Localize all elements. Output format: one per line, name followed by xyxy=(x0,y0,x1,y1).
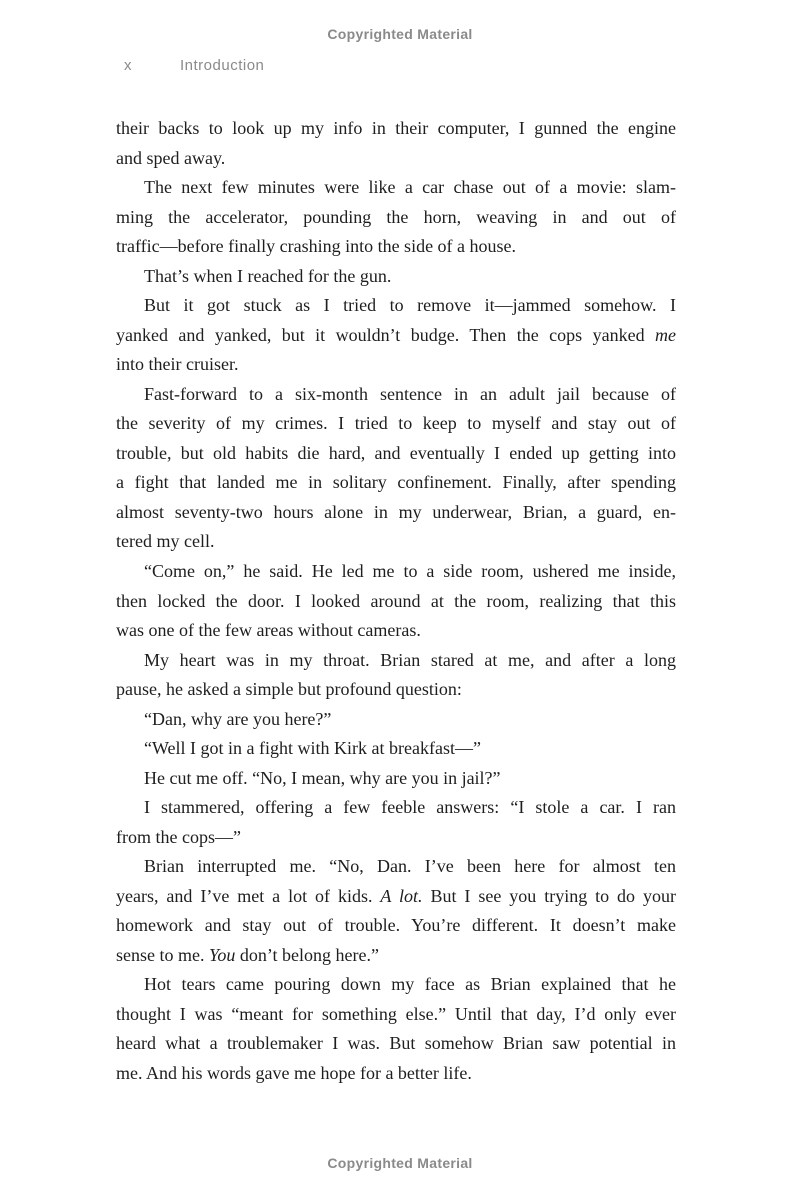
paragraph xyxy=(116,852,676,970)
text-line: Fast-forward to a six-month sentence in an adult jail because of xyxy=(144,383,676,404)
body-text xyxy=(116,114,676,1089)
text-line: trouble, but old habits die hard, and eventually I ended up getting into xyxy=(116,442,676,463)
paragraph xyxy=(116,262,676,292)
text-line: almost seventy-two hours alone in my underwear, Brian, a guard, en- xyxy=(116,501,676,522)
text-line: me. And his words gave me hope for a better life. xyxy=(116,1063,472,1083)
text-line: Brian interrupted me. “No, Dan. I’ve been here for almost ten xyxy=(144,856,676,877)
text-line: ming the accelerator, pounding the horn, weaving in and out of xyxy=(116,206,676,227)
copyright-notice-top: Copyrighted Material xyxy=(327,26,473,42)
text-line: pause, he asked a simple but profound question: xyxy=(116,679,462,700)
text-line: then locked the door. I looked around at the room, realizing that this xyxy=(116,590,676,611)
text-line: and sped away. xyxy=(116,147,226,168)
running-head: Introduction xyxy=(180,57,265,74)
paragraph xyxy=(116,380,676,557)
page-header xyxy=(124,57,264,74)
text-line: heard what a troublemaker I was. But somehow Brian saw potential in xyxy=(116,1033,676,1054)
paragraph xyxy=(116,705,676,735)
text-line: sense to me. You don’t belong here.” xyxy=(116,944,379,965)
copyright-notice-bottom: Copyrighted Material xyxy=(327,1155,473,1171)
paragraph xyxy=(116,291,676,380)
paragraph xyxy=(116,764,676,794)
paragraph xyxy=(116,970,676,1088)
text-line: years, and I’ve met a lot of kids. A lot. But I see you trying to do your xyxy=(116,885,676,906)
text-line: from the cops—” xyxy=(116,826,241,847)
text-line: Hot tears came pouring down my face as Brian explained that he xyxy=(144,974,676,995)
text-line: yanked and yanked, but it wouldn’t budge. Then the cops yanked me xyxy=(116,324,676,345)
text-line: into their cruiser. xyxy=(116,354,239,375)
paragraph xyxy=(116,173,676,262)
text-line: the severity of my crimes. I tried to keep to myself and stay out of xyxy=(116,413,676,434)
text-line: “Well I got in a fight with Kirk at breakfast—” xyxy=(144,738,481,759)
text-line: homework and stay out of trouble. You’re different. It doesn’t make xyxy=(116,915,676,936)
text-line: He cut me off. “No, I mean, why are you in jail?” xyxy=(144,767,501,788)
paragraph xyxy=(116,734,676,764)
text-line: My heart was in my throat. Brian stared at me, and after a long xyxy=(144,649,676,670)
text-line: I stammered, offering a few feeble answers: “I stole a car. I ran xyxy=(144,797,676,818)
page-number: x xyxy=(124,57,132,74)
paragraph xyxy=(116,114,676,173)
text-line: That’s when I reached for the gun. xyxy=(144,265,392,286)
paragraph xyxy=(116,646,676,705)
text-line: tered my cell. xyxy=(116,531,215,552)
paragraph xyxy=(116,557,676,646)
paragraph xyxy=(116,793,676,852)
text-line: their backs to look up my info in their computer, I gunned the engine xyxy=(116,118,676,138)
text-line: traffic—before finally crashing into the side of a house. xyxy=(116,236,517,257)
text-line: “Come on,” he said. He led me to a side room, ushered me inside, xyxy=(144,560,676,581)
text-line: a fight that landed me in solitary confinement. Finally, after spending xyxy=(116,472,676,493)
text-line: The next few minutes were like a car chase out of a movie: slam- xyxy=(144,177,676,198)
text-line: But it got stuck as I tried to remove it—jammed somehow. I xyxy=(144,295,676,316)
text-line: thought I was “meant for something else.” Until that day, I’d only ever xyxy=(116,1003,676,1024)
text-line: “Dan, why are you here?” xyxy=(144,708,332,729)
text-line: was one of the few areas without cameras. xyxy=(116,620,421,641)
